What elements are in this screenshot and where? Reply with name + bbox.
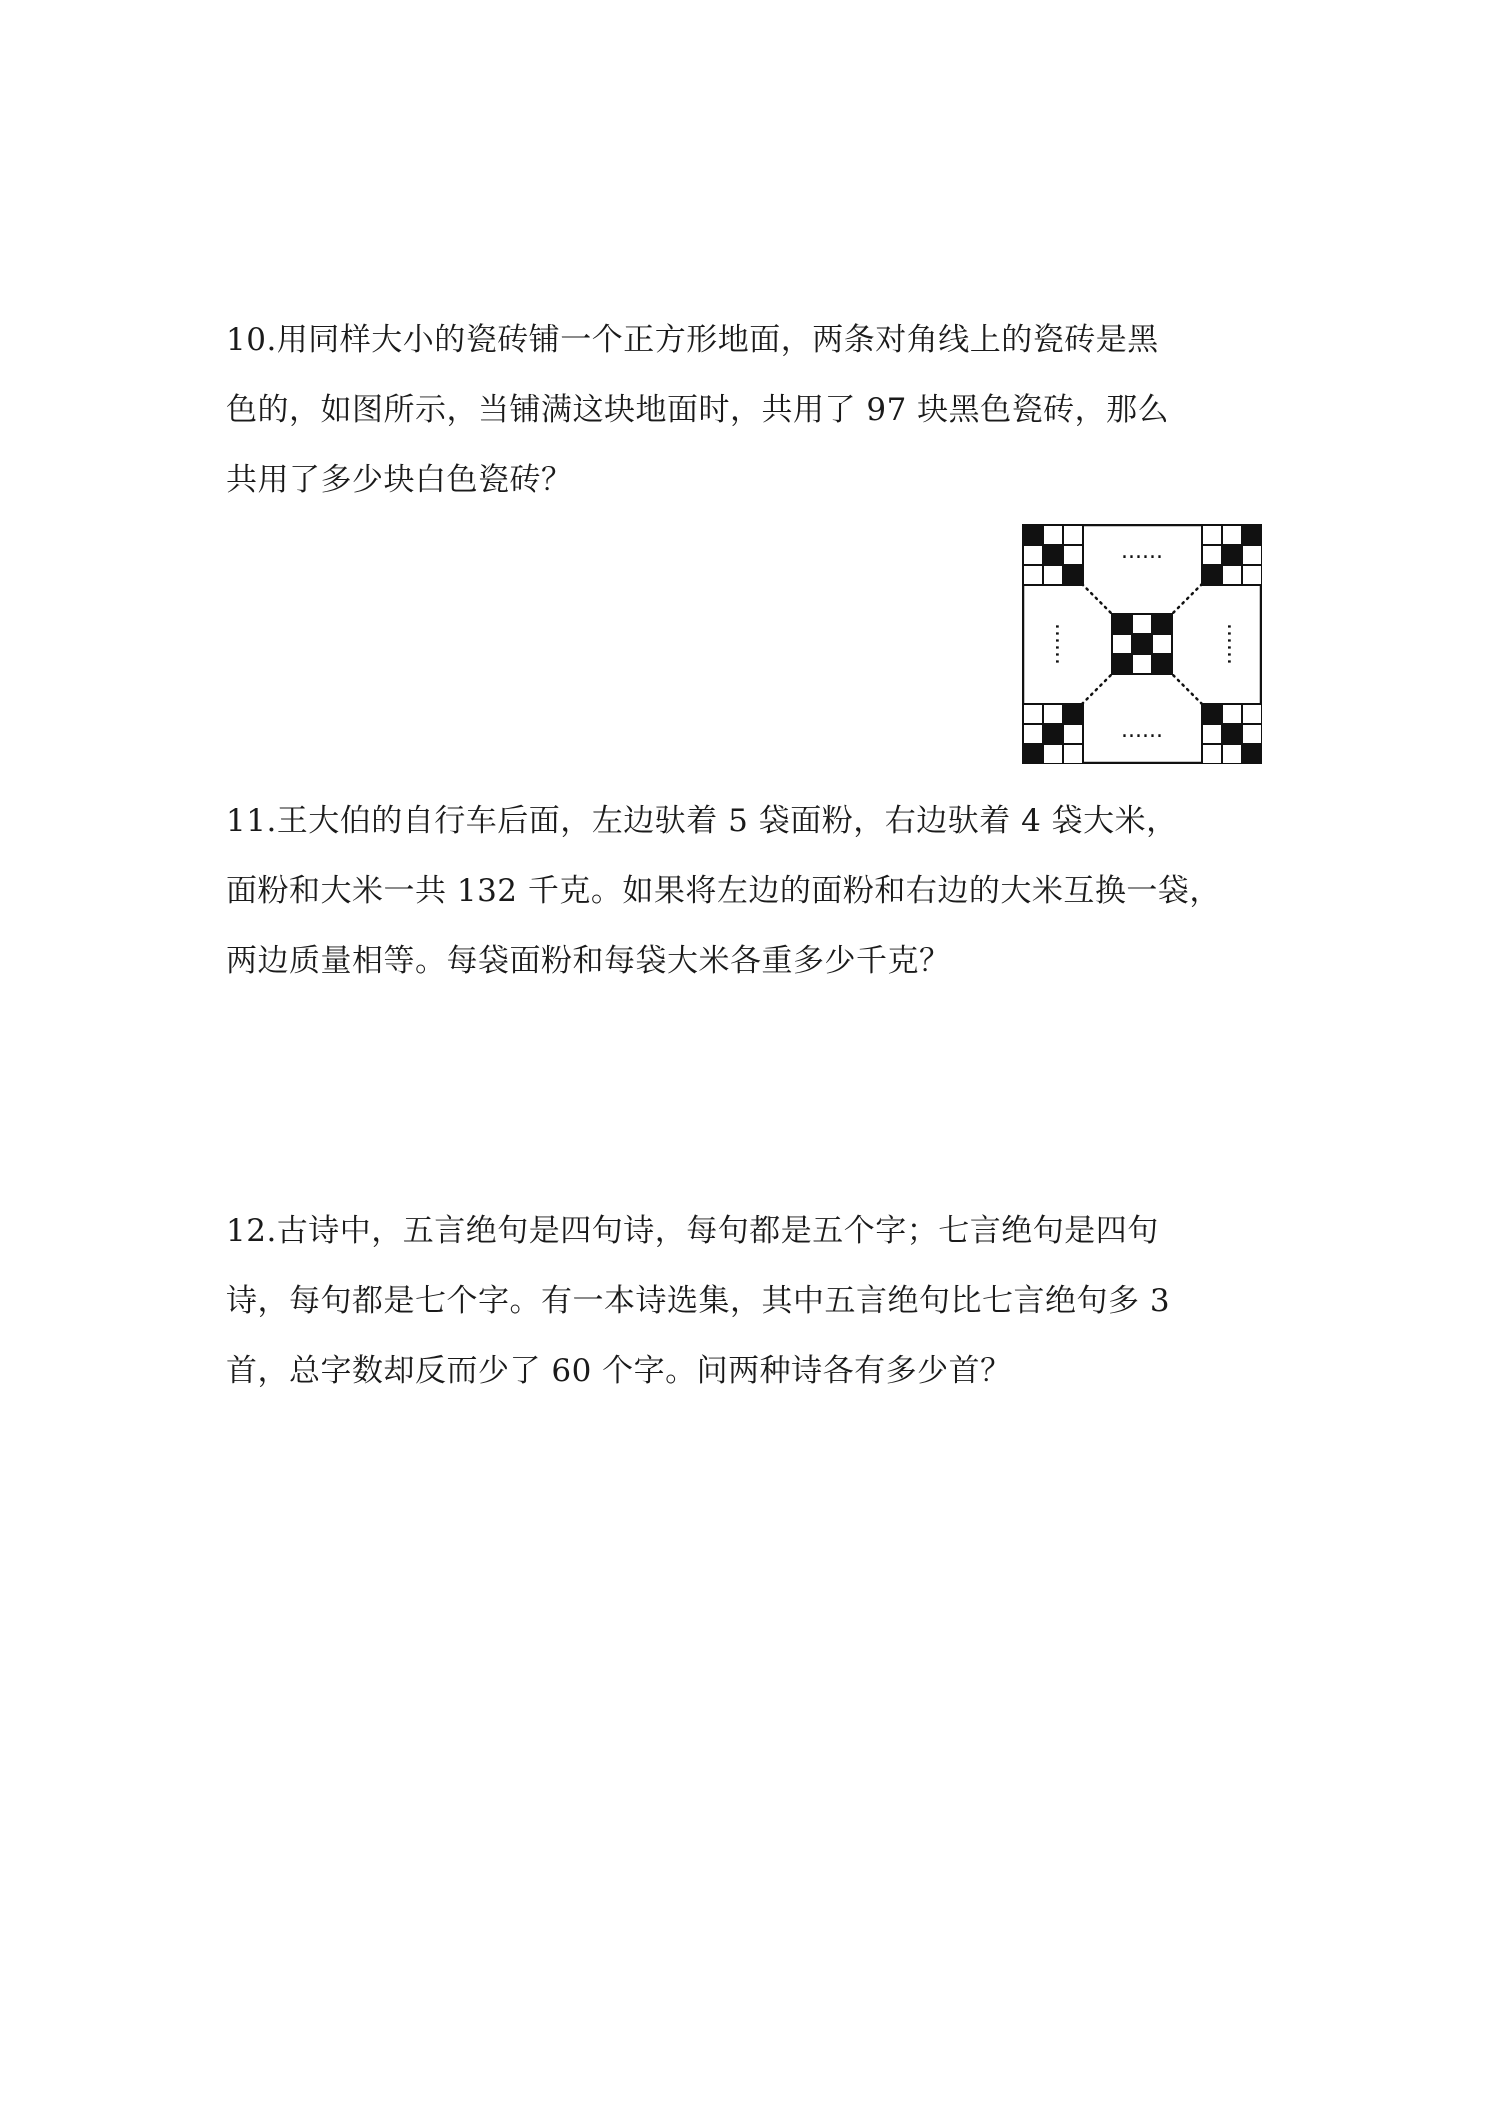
corner-top-left-tile-white <box>1023 545 1043 565</box>
ellipsis-top: ...... <box>1121 539 1163 564</box>
center-tile-white <box>1112 634 1132 654</box>
corner-bottom-left-tile-black <box>1043 724 1063 744</box>
corner-bottom-right-tile-white <box>1202 724 1222 744</box>
ellipsis-bottom: ...... <box>1121 718 1163 743</box>
corner-top-left-tile-black <box>1063 565 1083 585</box>
corner-block-bottom-left <box>1023 704 1083 764</box>
corner-top-left-tile-black <box>1023 525 1043 545</box>
corner-block-top-right <box>1202 525 1262 585</box>
corner-bottom-right-tile-white <box>1242 724 1262 744</box>
corner-top-left-tile-white <box>1023 565 1043 585</box>
problem-10 <box>226 305 1306 515</box>
corner-bottom-left-tile-white <box>1043 744 1063 764</box>
corner-top-right-tile-black <box>1242 525 1262 545</box>
center-tile-black <box>1112 654 1132 674</box>
problem-11 <box>226 786 1306 996</box>
center-tile-black <box>1152 654 1172 674</box>
corner-bottom-right-tile-white <box>1202 744 1222 764</box>
corner-block-bottom-right <box>1202 704 1262 764</box>
center-tile-black <box>1112 614 1132 634</box>
diagonal-dots-tr <box>1172 584 1202 614</box>
corner-bottom-left-tile-white <box>1043 704 1063 724</box>
problem-10-line-1: 10.用同样大小的瓷砖铺一个正方形地面，两条对角线上的瓷砖是黑 <box>226 322 1159 358</box>
corner-bottom-right-tile-black <box>1242 744 1262 764</box>
corner-top-right-tile-white <box>1242 545 1262 565</box>
corner-bottom-left-tile-black <box>1023 744 1043 764</box>
corner-top-left-tile-black <box>1043 545 1063 565</box>
corner-bottom-right-tile-black <box>1222 724 1242 744</box>
corner-bottom-right-tile-white <box>1242 704 1262 724</box>
corner-top-left-tile-white <box>1043 565 1063 585</box>
center-tile-white <box>1132 654 1152 674</box>
center-tile-black <box>1152 614 1172 634</box>
corner-top-right-tile-black <box>1202 565 1222 585</box>
corner-bottom-left-tile-white <box>1023 704 1043 724</box>
problem-11-line-1: 11.王大伯的自行车后面，左边驮着 5 袋面粉，右边驮着 4 袋大米， <box>226 803 1178 839</box>
corner-bottom-right-tile-white <box>1222 704 1242 724</box>
corner-bottom-right-tile-white <box>1222 744 1242 764</box>
center-tile-black <box>1132 634 1152 654</box>
corner-top-left-tile-white <box>1063 545 1083 565</box>
center-tile-white <box>1152 634 1172 654</box>
problem-12-line-1: 12.古诗中，五言绝句是四句诗，每句都是五个字；七言绝句是四句 <box>226 1213 1159 1249</box>
corner-bottom-left-tile-white <box>1063 724 1083 744</box>
corner-bottom-left-tile-black <box>1063 704 1083 724</box>
problem-12 <box>226 1196 1306 1406</box>
diagonal-dots-br <box>1172 674 1202 704</box>
corner-bottom-left-tile-white <box>1023 724 1043 744</box>
ellipsis-right: ...... <box>1222 623 1247 665</box>
corner-bottom-right-tile-black <box>1202 704 1222 724</box>
corner-top-left-tile-white <box>1063 525 1083 545</box>
center-tile-white <box>1132 614 1152 634</box>
corner-top-right-tile-black <box>1222 545 1242 565</box>
problem-11-line-2: 面粉和大米一共 132 千克。如果将左边的面粉和右边的大米互换一袋， <box>226 873 1221 909</box>
corner-top-right-tile-white <box>1202 545 1222 565</box>
corner-top-right-tile-white <box>1242 565 1262 585</box>
corner-top-left-tile-white <box>1043 525 1063 545</box>
problem-10-line-2: 色的，如图所示，当铺满这块地面时，共用了 97 块黑色瓷砖，那么 <box>226 392 1170 428</box>
center-block <box>1112 614 1172 674</box>
tile-diagram <box>1022 524 1262 764</box>
diagonal-dots-bl <box>1082 674 1112 704</box>
corner-bottom-left-tile-white <box>1063 744 1083 764</box>
problem-12-line-3: 首，总字数却反而少了 60 个字。问两种诗各有多少首？ <box>226 1353 1012 1389</box>
problem-12-line-2: 诗，每句都是七个字。有一本诗选集，其中五言绝句比七言绝句多 3 <box>226 1283 1171 1319</box>
corner-block-top-left <box>1023 525 1083 585</box>
corner-top-right-tile-white <box>1222 565 1242 585</box>
ellipsis-left: ...... <box>1050 623 1075 665</box>
problem-11-line-3: 两边质量相等。每袋面粉和每袋大米各重多少千克？ <box>226 943 951 979</box>
diagonal-dots-tl <box>1082 584 1112 614</box>
problem-10-line-3: 共用了多少块白色瓷砖？ <box>226 462 573 498</box>
corner-top-right-tile-white <box>1222 525 1242 545</box>
corner-top-right-tile-white <box>1202 525 1222 545</box>
